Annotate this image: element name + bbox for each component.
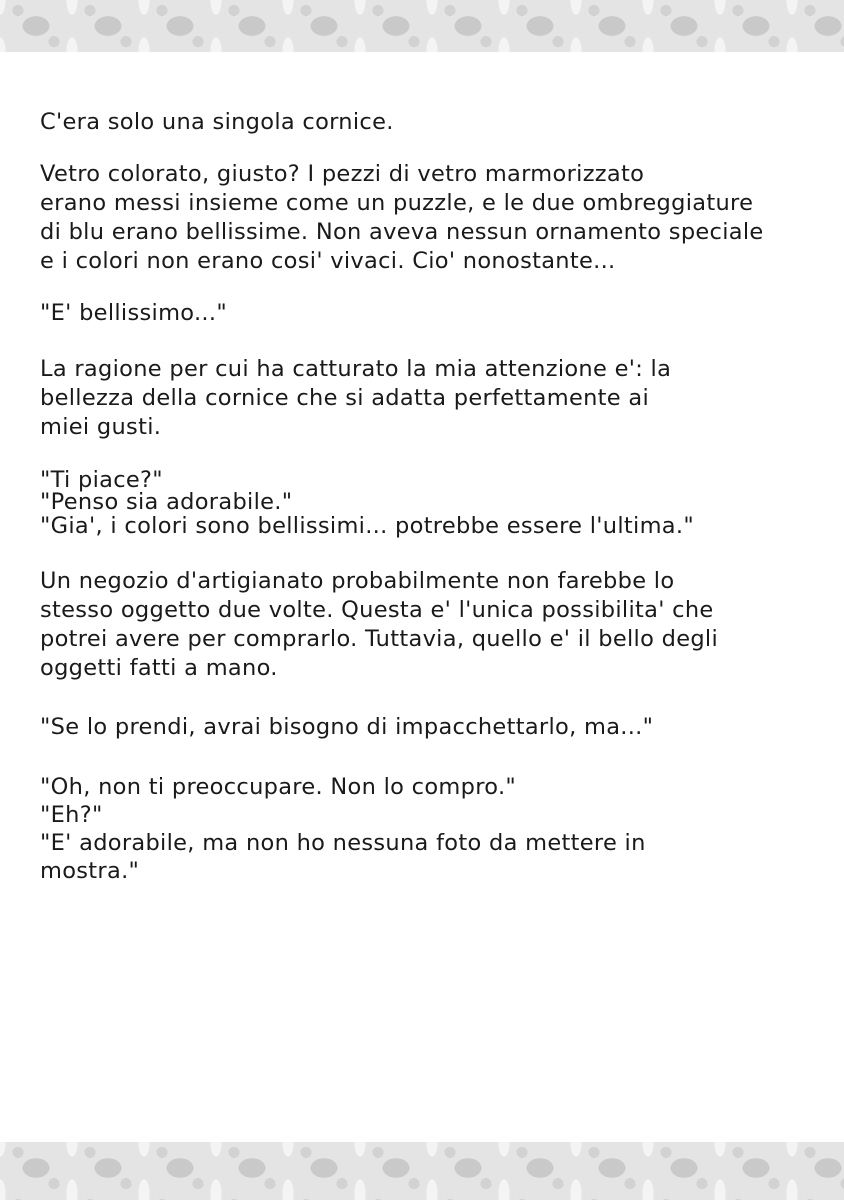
paragraph [40, 567, 775, 683]
text-line: La ragione per cui ha catturato la mia attenzione e': la [40, 356, 672, 382]
text-line: "Gia', i colori sono bellissimi... potrebbe essere l'ultima." [40, 513, 694, 539]
paragraph [40, 355, 775, 442]
text-line: erano messi insieme come un puzzle, e le due ombreggiature [40, 190, 754, 216]
text-line: "Oh, non ti preoccupare. Non lo compro." [40, 774, 517, 800]
text-line: C'era solo una singola cornice. [40, 109, 394, 135]
text-line: potrei avere per comprarlo. Tuttavia, quello e' il bello degli [40, 626, 719, 652]
page-text [40, 108, 775, 885]
text-line: oggetti fatti a mano. [40, 655, 278, 681]
damask-border-top [0, 0, 844, 52]
damask-border-bottom [0, 1142, 844, 1200]
paragraph [40, 713, 775, 742]
text-line: stesso oggetto due volte. Questa e' l'unica possibilita' che [40, 597, 714, 623]
paragraph [40, 299, 775, 328]
text-line: "Eh?" [40, 802, 103, 828]
paragraph [40, 773, 775, 885]
paragraph [40, 469, 775, 539]
text-line: "E' adorabile, ma non ho nessuna foto da mettere in [40, 830, 646, 856]
paragraph [40, 160, 775, 276]
text-line: "E' bellissimo..." [40, 300, 227, 326]
text-line: miei gusti. [40, 414, 162, 440]
text-line: bellezza della cornice che si adatta perfettamente ai [40, 385, 650, 411]
text-line: mostra." [40, 858, 140, 884]
text-line: Vetro colorato, giusto? I pezzi di vetro marmorizzato [40, 161, 645, 187]
text-line: e i colori non erano cosi' vivaci. Cio' nonostante... [40, 248, 616, 274]
text-line: di blu erano bellissime. Non aveva nessun ornamento speciale [40, 219, 764, 245]
paragraph [40, 108, 775, 137]
text-line: "Ti piace?" [40, 467, 163, 493]
text-line: "Penso sia adorabile." [40, 489, 293, 515]
text-line: "Se lo prendi, avrai bisogno di impacchettarlo, ma..." [40, 714, 654, 740]
text-line: Un negozio d'artigianato probabilmente non farebbe lo [40, 568, 675, 594]
